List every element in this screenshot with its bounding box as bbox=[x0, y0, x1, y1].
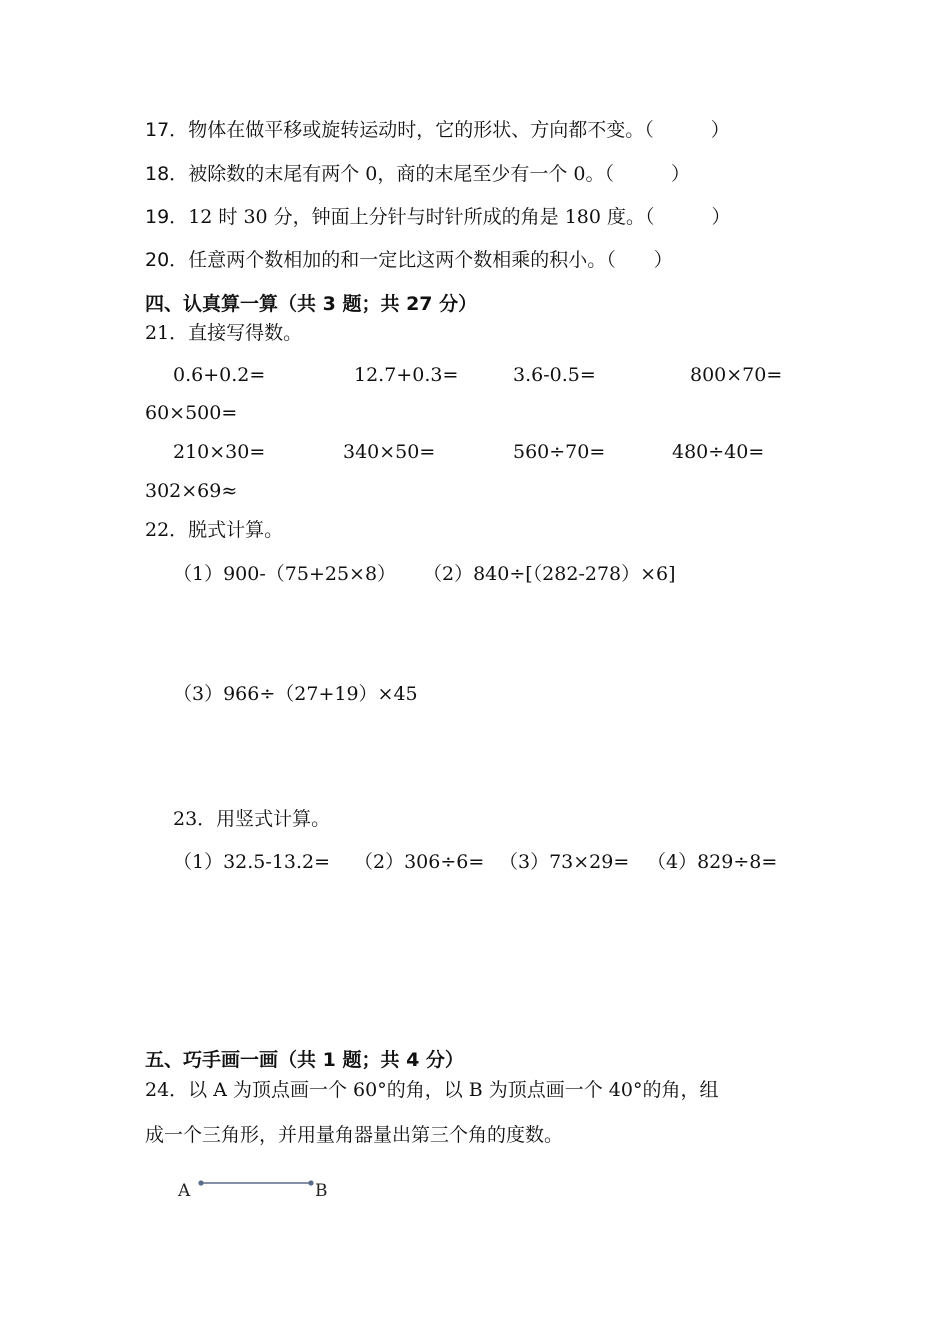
question-text: 任意两个数相加的和一定比这两个数相乘的积小。（ ） bbox=[188, 249, 673, 271]
q23-part-4: （4）829÷8= bbox=[647, 851, 778, 873]
q22-label: 22．脱式计算。 bbox=[145, 519, 284, 541]
q21-row2-item-2: 340×50= bbox=[343, 441, 436, 463]
q24-text-line-2: 成一个三角形，并用量角器量出第三个角的度数。 bbox=[145, 1124, 564, 1146]
q24-text-line-1: 24．以 A 为顶点画一个 60°的角，以 B 为顶点画一个 40°的角，组 bbox=[145, 1079, 719, 1101]
question-number: 18． bbox=[145, 163, 189, 185]
judgement-item-17 bbox=[145, 121, 730, 140]
segment-ab-diagram bbox=[145, 1170, 345, 1210]
q21-row2-item-1: 210×30= bbox=[173, 441, 266, 463]
question-text: 物体在做平移或旋转运动时，它的形状、方向都不变。（ ） bbox=[188, 119, 730, 141]
q23-part-1: （1）32.5-13.2= bbox=[173, 851, 331, 873]
q22-part-3: （3）966÷（27+19）×45 bbox=[173, 683, 418, 705]
question-number: 19． bbox=[145, 206, 189, 228]
point-a-dot bbox=[198, 1180, 203, 1185]
question-number: 20． bbox=[145, 249, 189, 271]
q22-part-2: （2）840÷[（282-278）×6] bbox=[423, 563, 676, 585]
q21-row1-item-4: 800×70= bbox=[690, 364, 783, 386]
q21-row1-item-1: 0.6+0.2= bbox=[173, 364, 266, 386]
q21-row2-item-4: 480÷40= bbox=[672, 441, 765, 463]
question-number: 17． bbox=[145, 119, 189, 141]
judgement-item-18 bbox=[145, 165, 690, 184]
judgement-item-20 bbox=[145, 251, 673, 270]
section-4-title: 四、认真算一算（共 3 题；共 27 分） bbox=[145, 293, 478, 315]
q21-row1-item-2: 12.7+0.3= bbox=[354, 364, 459, 386]
question-text: 被除数的末尾有两个 0，商的末尾至少有一个 0。（ ） bbox=[188, 163, 690, 185]
section-5-title: 五、巧手画一画（共 1 题；共 4 分） bbox=[145, 1049, 464, 1071]
q21-row1-wrap: 60×500= bbox=[145, 402, 238, 424]
q21-row2-wrap: 302×69≈ bbox=[145, 480, 238, 502]
q23-label: 23．用竖式计算。 bbox=[173, 808, 331, 830]
q22-part-1: （1）900-（75+25×8） bbox=[173, 563, 397, 585]
q23-part-2: （2）306÷6= bbox=[354, 851, 485, 873]
judgement-item-19 bbox=[145, 208, 731, 227]
point-b-dot bbox=[308, 1180, 313, 1185]
q21-row1-item-3: 3.6-0.5= bbox=[513, 364, 596, 386]
q23-part-3: （3）73×29= bbox=[499, 851, 630, 873]
q21-label: 21．直接写得数。 bbox=[145, 322, 303, 344]
point-b-label: B bbox=[315, 1181, 328, 1201]
question-text: 12 时 30 分，钟面上分针与时针所成的角是 180 度。（ ） bbox=[188, 206, 731, 228]
q21-row2-item-3: 560÷70= bbox=[513, 441, 606, 463]
point-a-label: A bbox=[178, 1181, 191, 1201]
